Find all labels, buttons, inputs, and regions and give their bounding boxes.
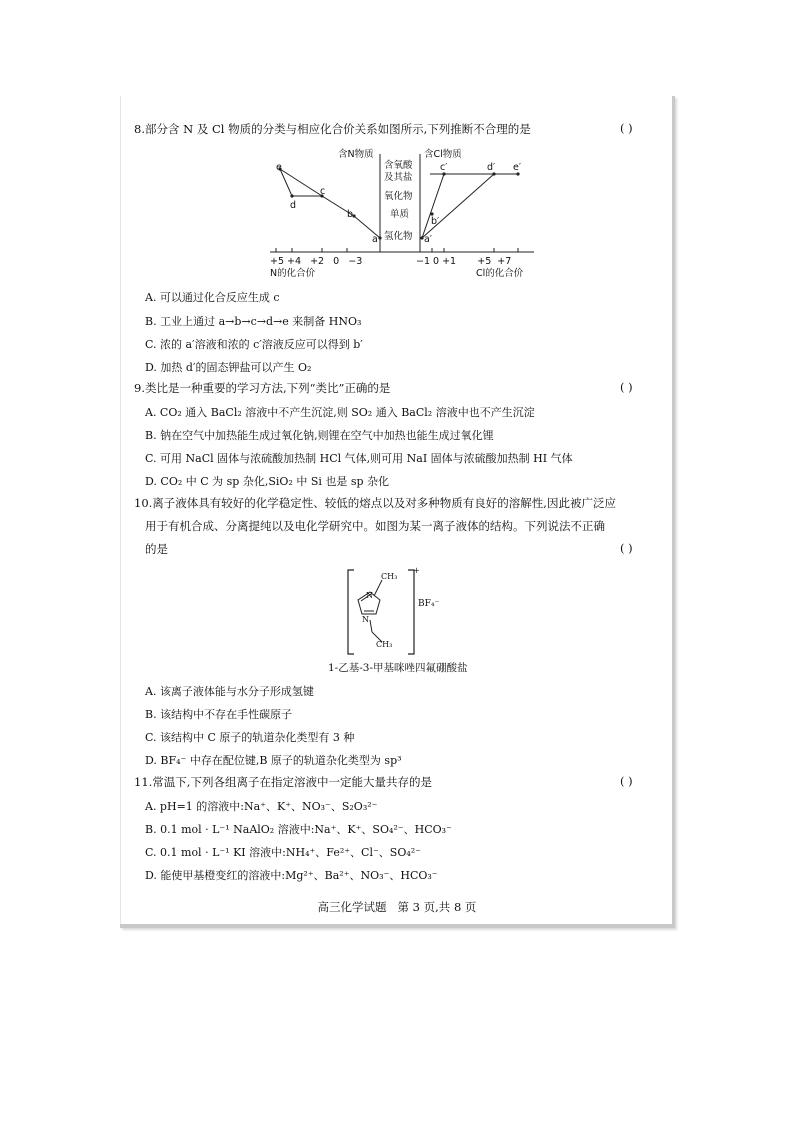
q9-answer-paren: ( ) — [620, 380, 633, 394]
q8-point-a: a — [372, 234, 378, 245]
page-edge — [120, 96, 121, 924]
q8-cat-oxyacid: 含氧酸 — [384, 160, 413, 171]
q8-option-c: C. 浓的 a′溶液和浓的 c′溶液反应可以得到 b′ — [145, 338, 363, 351]
page-footer: 高三化学试题 第 3 页,共 8 页 — [317, 900, 477, 914]
q10-stem-line3: 的是 — [145, 542, 168, 556]
q8-point-e: e — [276, 162, 282, 173]
q8-cat-hydride: 氢化物 — [384, 231, 413, 242]
q10-anion: BF₄⁻ — [418, 599, 440, 609]
q10-charge: + — [413, 566, 420, 575]
q8-answer-paren: ( ) — [620, 121, 633, 135]
q8-left-title: 含N物质 — [338, 149, 374, 160]
q11-option-c: C. 0.1 mol · L⁻¹ KI 溶液中:NH₄⁺、Fe²⁺、Cl⁻、SO₄²⁻ — [145, 846, 421, 859]
q8-point-c-prime: c′ — [440, 162, 448, 173]
q8-left-ticks: +5 +4 +2 0 −3 — [270, 256, 363, 267]
q8-point-c: c — [320, 186, 326, 197]
q8-point-b: b — [347, 209, 354, 220]
q8-point-d: d — [290, 200, 297, 211]
q9-option-a: A. CO₂ 通入 BaCl₂ 溶液中不产生沉淀,则 SO₂ 通入 BaCl₂ 溶液中也不产生沉淀 — [145, 406, 535, 419]
q11-option-a: A. pH=1 的溶液中:Na⁺、K⁺、NO₃⁻、S₂O₃²⁻ — [145, 800, 378, 813]
q8-cat-salt: 及其盐 — [384, 172, 413, 183]
q8-option-a: A. 可以通过化合反应生成 c — [145, 291, 280, 304]
q11-stem: 11.常温下,下列各组离子在指定溶液中一定能大量共存的是 — [134, 775, 432, 789]
q8-cat-oxide: 氧化物 — [384, 191, 413, 202]
q11-option-b: B. 0.1 mol · L⁻¹ NaAlO₂ 溶液中:Na⁺、K⁺、SO₄²⁻、HCO₃⁻ — [145, 823, 452, 836]
q10-option-d: D. BF₄⁻ 中存在配位键,B 原子的轨道杂化类型为 sp³ — [145, 754, 402, 767]
q10-figure-caption: 1-乙基-3-甲基咪唑四氟硼酸盐 — [328, 662, 468, 674]
q11-answer-paren: ( ) — [620, 774, 633, 788]
q9-option-d: D. CO₂ 中 C 为 sp 杂化,SiO₂ 中 Si 也是 sp 杂化 — [145, 475, 390, 488]
q10-n-atom-2: N — [362, 615, 369, 624]
q9-option-b: B. 钠在空气中加热能生成过氧化钠,则锂在空气中加热也能生成过氧化锂 — [145, 429, 494, 442]
q9-option-c: C. 可用 NaCl 固体与浓硫酸加热制 HCl 气体,则可用 NaI 固体与浓硫酸加热制 HI 气体 — [145, 452, 573, 465]
q8-left-axis-label: N的化合价 — [270, 268, 316, 279]
q8-right-title: 含Cl物质 — [424, 149, 462, 160]
q8-stem: 8.部分含 N 及 Cl 物质的分类与相应化合价关系如图所示,下列推断不合理的是 — [134, 122, 531, 136]
q11-option-d: D. 能使甲基橙变红的溶液中:Mg²⁺、Ba²⁺、NO₃⁻、HCO₃⁻ — [145, 869, 438, 882]
q10-stem-line2: 用于有机合成、分离提纯以及电化学研究中。如图为某一离子液体的结构。下列说法不正确 — [145, 519, 605, 533]
q8-point-a-prime: a′ — [424, 234, 432, 245]
q10-option-c: C. 该结构中 C 原子的轨道杂化类型有 3 种 — [145, 731, 355, 744]
q8-cat-element: 单质 — [390, 209, 410, 220]
q8-option-b: B. 工业上通过 a→b→c→d→e 来制备 HNO₃ — [145, 315, 362, 328]
q9-stem: 9.类比是一种重要的学习方法,下列“类比”正确的是 — [134, 381, 391, 395]
q10-answer-paren: ( ) — [620, 541, 633, 555]
q10-option-b: B. 该结构中不存在手性碳原子 — [145, 708, 293, 721]
q10-stem-line1: 10.离子液体具有较好的化学稳定性、较低的熔点以及对多种物质有良好的溶解性,因此被广泛应 — [134, 496, 616, 510]
q8-option-d: D. 加热 d′的固态钾盐可以产生 O₂ — [145, 361, 312, 374]
q10-option-a: A. 该离子液体能与水分子形成氢键 — [145, 685, 314, 698]
q10-ch3-top: CH₃ — [381, 572, 398, 581]
q8-point-d-prime: d′ — [487, 162, 496, 173]
q8-right-ticks: −1 0 +1 +5 +7 — [416, 256, 512, 267]
q8-point-b-prime: b′ — [431, 216, 440, 227]
q10-ch3-bottom: CH₃ — [376, 640, 393, 649]
q10-n-atom-1: N — [366, 591, 373, 600]
q8-right-axis-label: Cl的化合价 — [476, 268, 524, 279]
q8-point-e-prime: e′ — [513, 162, 522, 173]
